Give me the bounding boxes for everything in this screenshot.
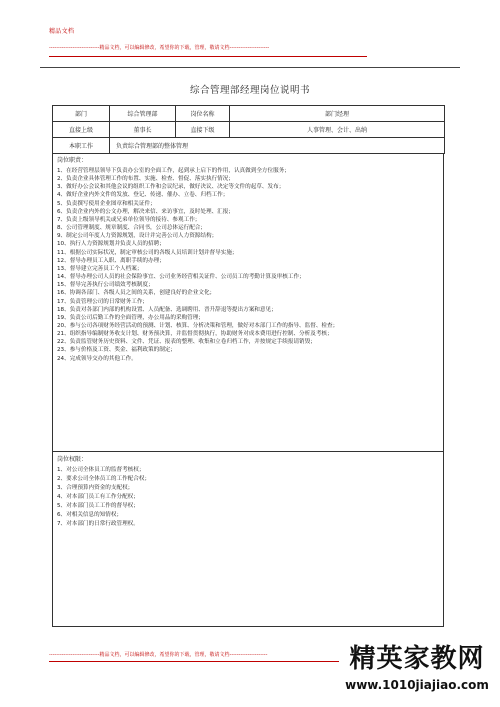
authority-item: 2、要求公司全体员工的工作配合权； [57, 476, 151, 482]
duty-item: 24、完成领导交办的其他工作。 [57, 355, 137, 362]
duty-item: 21、组织指导编制财务收支计划、财务预决算，并监督贯彻执行，协助财务对成本费用进行控制、分析及考核； [57, 331, 333, 338]
duty-item: 18、负责对各部门内部的机构设置、人员配备、选调聘用、晋升辞退等提出方案和意见； [57, 306, 277, 313]
cell-value-department: 综合管理部 [110, 106, 176, 122]
cell-value-main-duty: 负责综合管理部的整体管理 [110, 138, 445, 154]
cell-value-superior: 董事长 [110, 122, 176, 138]
duty-item: 14、督导办理公司人员的社会保险事宜、公司业务经营相关证件、公司员工的考勤计算及审核工作； [57, 274, 305, 281]
cell-label-department: 部门 [53, 106, 110, 122]
duty-item: 20、参与公司各项财务经营活动的预测、计划、核算、分析决策和管理，做好对本部门工作的指导、监督、检查； [57, 322, 339, 329]
document-title: 综合管理部经理岗位说明书 [189, 85, 310, 96]
authority-item: 1、对公司全体员工的监督考核权； [57, 467, 145, 473]
authority-heading: 岗位权限： [57, 456, 88, 463]
duty-item: 17、负责管理公司的日常财务工作； [57, 298, 149, 305]
duty-item: 11、根据公司实际状况，制定审核公司的各级人员培训计划并督导实施； [57, 249, 238, 256]
cell-value-subordinate: 人事管理、会计、出纳 [230, 122, 445, 138]
cell-label-main-duty: 本职工作 [53, 138, 110, 154]
authority-section [52, 452, 444, 627]
watermark-url: www.1010jiajiao.com [345, 678, 489, 692]
header-rule [49, 56, 367, 57]
cell-label-subordinate: 直接下级 [176, 122, 230, 138]
info-row-main-duty [53, 138, 445, 154]
watermark-chinese: 精英家教网 [349, 644, 485, 674]
cell-value-position: 部门经理 [230, 106, 445, 122]
duty-item: 12、督导办理员工入职、离职手续的办理； [57, 257, 165, 264]
duty-item: 13、督导建立完善员工个人档案； [57, 265, 143, 272]
cell-label-superior: 直接上级 [53, 122, 110, 138]
duty-item: 8、公司管理制度、规章制度、合同书，公司总体运行配合； [57, 225, 206, 232]
authority-item: 5、对本部门员工工作的督导权； [57, 503, 139, 509]
cell-label-position: 岗位名称 [176, 106, 230, 122]
duty-item: 9、制定公司年度人力资源规划，设计并完善公司人力资源结构； [57, 233, 218, 240]
duty-item: 3、做好办公会议和其他会议的组织工作和会议纪录，做好决议、决定等文件的起草、发布； [57, 184, 285, 191]
duty-item: 6、负责企业内外的公文办理，解决来信、来访事宜，及时处理、汇报； [57, 208, 234, 215]
title-rule [40, 67, 460, 68]
info-row-department [53, 106, 445, 122]
duty-item: 15、督导完善执行公司绩效考核制度； [57, 282, 154, 289]
duty-item: 10、执行人力资源规划并负责人员的招聘； [57, 241, 165, 248]
duty-item: 2、负责企业具体管理工作的布置、实施、检查、督促、落实执行情况； [57, 176, 234, 183]
header-dashed-note: ----------------------------精品文档，可以编辑修改，希望你的下载，管理，敬请文档---------------------- [49, 45, 270, 51]
footer-rule [49, 661, 339, 662]
duties-heading: 岗位职责： [57, 157, 88, 164]
authority-item: 6、对相关信息的知情权； [57, 512, 123, 518]
authority-item: 3、合理预算内资金的支配权； [57, 485, 134, 491]
duty-item: 16、协调各部门、各级人员之间的关系，创建良好的企业文化； [57, 290, 216, 297]
info-row-reporting [53, 122, 445, 138]
authority-item: 4、对本部门员工有工作分配权； [57, 494, 139, 500]
duties-section [52, 153, 444, 452]
duty-item: 22、负责监管财务历史资料、文件、凭证、报表的整理、收集和立卷归档工作，并按规定手续报请销毁； [57, 339, 316, 346]
duty-item: 5、负责撰写使用企业图章和相关证件； [57, 200, 156, 207]
footer-dashed-note: ----------------------------精品文档，可以编辑修改，希望你的下载，管理，敬请文档--------------------- [49, 652, 268, 658]
authority-list [53, 466, 443, 529]
authority-item: 7、对本部门的日常行政管理权。 [57, 521, 139, 527]
duty-item: 23、参与价格及工资、奖金、福利政策的制定； [57, 347, 176, 354]
duty-item: 19、负责公司后勤工作的全面管理，办公用品的采购管理； [57, 314, 204, 321]
duties-list [53, 167, 443, 363]
duty-item: 4、做好企业内外文件的发放、登记、传递、催办、立卷、归档工作； [57, 192, 229, 199]
header-label: 精品文档 [49, 28, 75, 35]
duty-item: 1、在经营管理层领导下负责办公室的全面工作，起到承上启下的作用，认真做到全方位服务； [57, 168, 290, 174]
duty-item: 7、负责上级领导机关或兄弟单位领导的接待、参观工作； [57, 216, 201, 223]
watermark-logo [337, 638, 497, 702]
info-table [52, 105, 445, 154]
